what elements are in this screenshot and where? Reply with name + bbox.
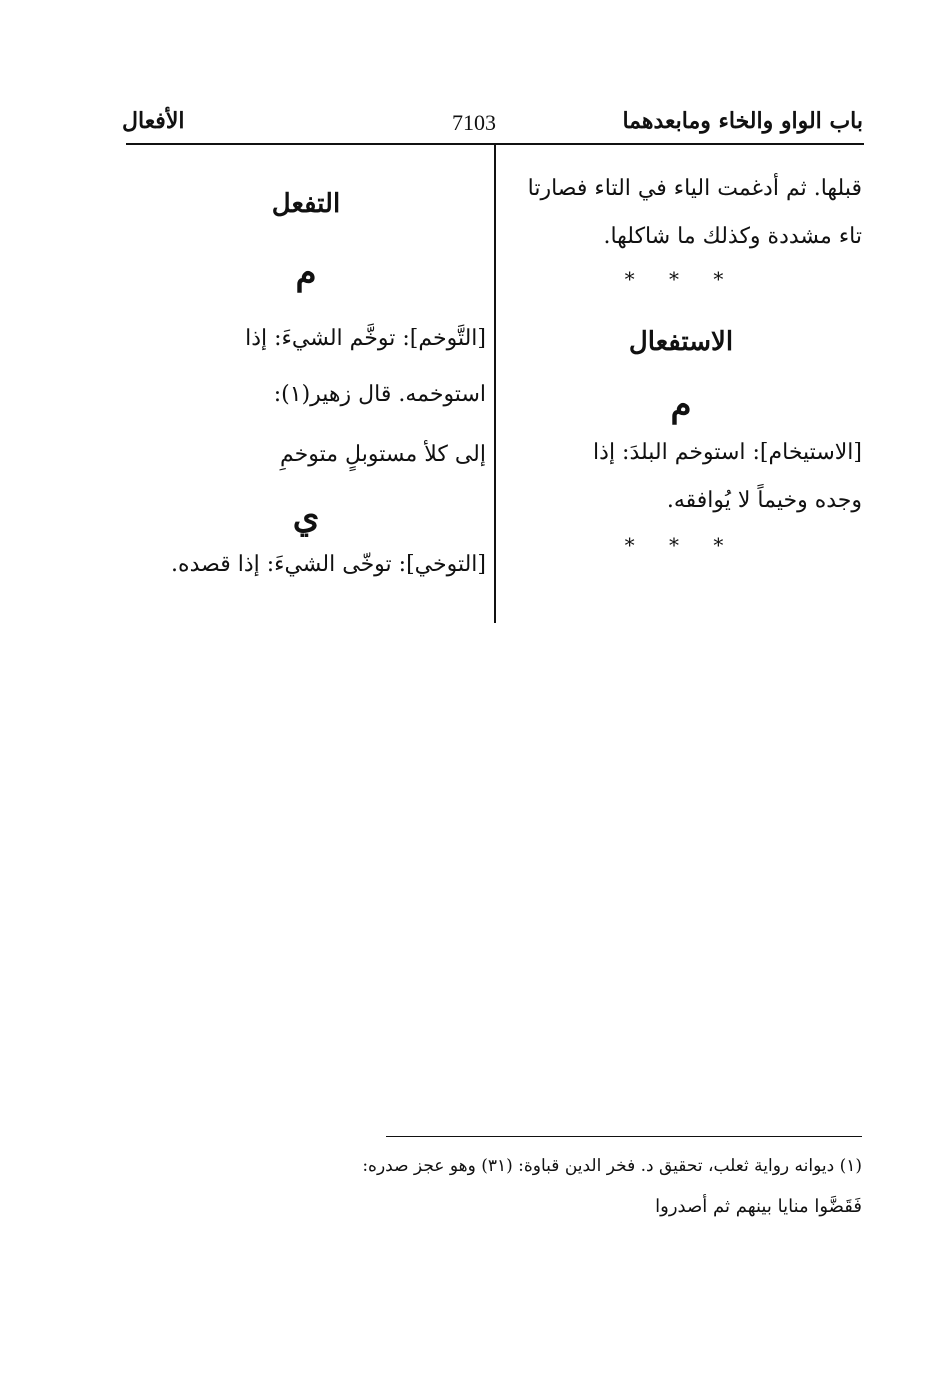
left-column <box>126 165 486 589</box>
entry-line: استوخمه. قال زهير(١): <box>273 382 486 407</box>
entry-line: [التوخي]: توخّى الشيءَ: إذا قصده. <box>171 552 486 577</box>
section-separator: * * * <box>624 267 738 291</box>
column-divider <box>494 145 496 623</box>
entry-line: [التَّوخم]: توخَّم الشيءَ: إذا <box>245 326 486 351</box>
entry-line: [الاستيخام]: استوخم البلدَ: إذا <box>593 440 862 465</box>
running-header-chapter: باب الواو والخاء ومابعدهما <box>622 108 863 134</box>
entry-line: وجده وخيماً لا يُوافقه. <box>666 488 862 513</box>
section-heading: الاستفعال <box>628 327 734 357</box>
verse-line: إلى كلأ مستوبلٍ متوخمِ <box>280 442 486 467</box>
letter-heading: م <box>295 253 317 293</box>
text-line: تاء مشددة وكذلك ما شاكلها. <box>603 224 862 249</box>
right-column <box>500 165 862 557</box>
letter-heading: م <box>670 385 692 425</box>
letter-heading: ي <box>292 497 320 537</box>
footnote-verse: فَقَضَّوا منايا بينهم ثم أصدروا <box>655 1196 862 1217</box>
footnote-rule <box>386 1136 862 1137</box>
section-heading: التفعل <box>271 189 341 219</box>
footnote-line: (١) ديوانه رواية ثعلب، تحقيق د. فخر الدين قباوة: (٣١) وهو عجز صدره: <box>362 1156 862 1176</box>
running-header-section: الأفعال <box>122 108 185 134</box>
page-number: 7103 <box>452 110 496 135</box>
text-line: قبلها. ثم أدغمت الياء في التاء فصارتا <box>527 176 862 201</box>
section-separator: * * * <box>624 533 738 557</box>
